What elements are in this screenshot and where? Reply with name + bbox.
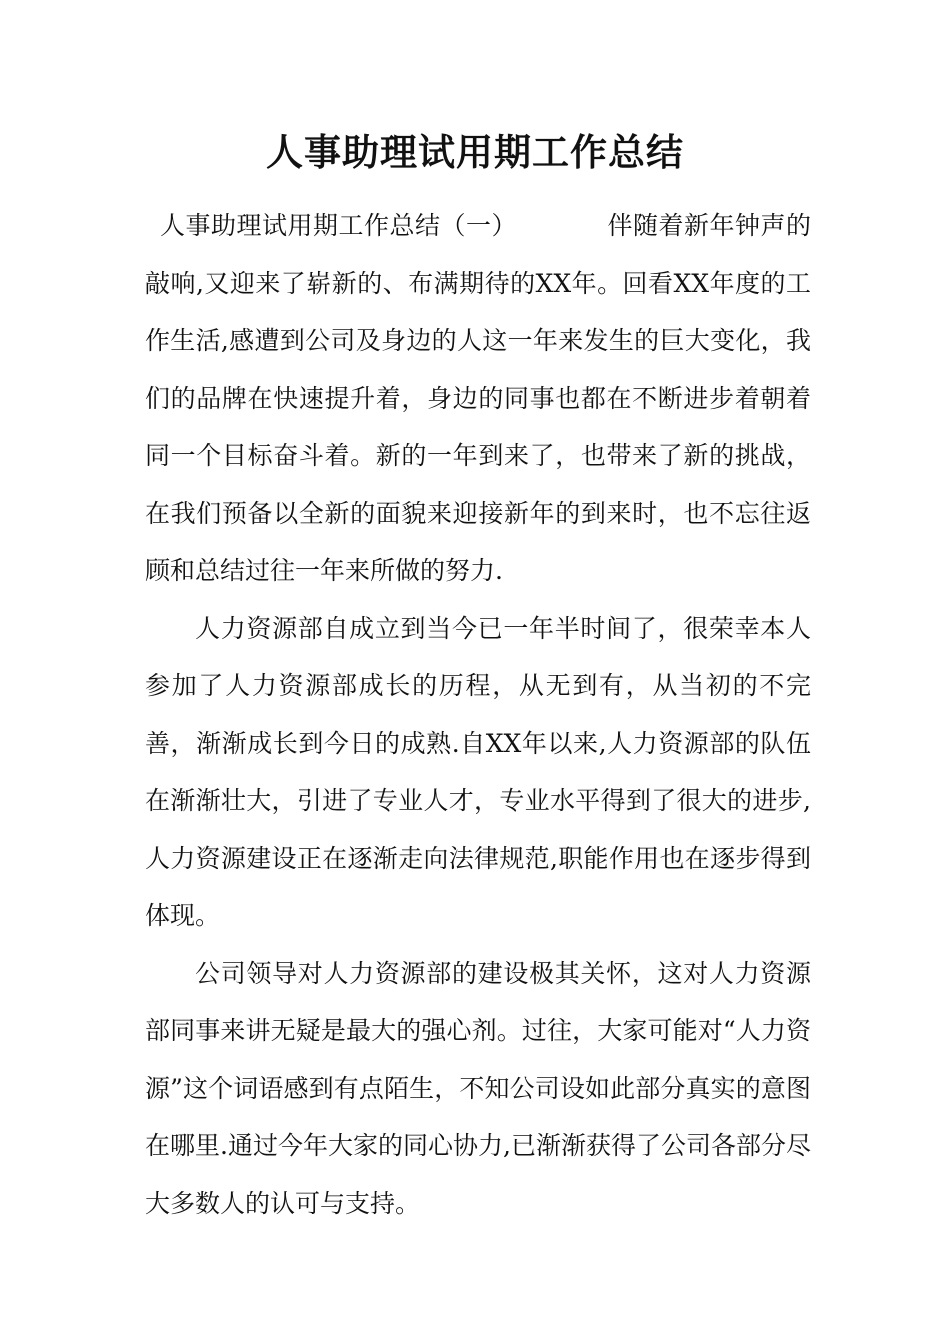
paragraph-1-text: 伴随着新年钟声的敲响,又迎来了崭新的、布满期待的XX年。回看XX年度的工作生活,感遭到公司及身边的人这一年来发生的巨大变化，我们的品牌在快速提升着，身边的同事也都在不断进步着朝着同一个目标奋斗着。新的一年到来了，也带来了新的挑战，在我们预备以全新的面貌来迎接新年的到来时，也不忘往返顾和总结过往一年来所做的努力. bbox=[145, 211, 811, 585]
document-title: 人事助理试用期工作总结 bbox=[266, 130, 684, 174]
section-heading: 人事助理试用期工作总结（一） bbox=[160, 211, 517, 240]
paragraph-3: 公司领导对人力资源部的建设极其关怀，这对人力资源部同事来讲无疑是最大的强心剂。过往，大家可能对“人力资源”这个词语感到有点陌生，不知公司设如此部分真实的意图在哪里.通过今年大家的同心协力,已渐渐获得了公司各部分尽大多数人的认可与支持。 bbox=[145, 958, 811, 1218]
document-body bbox=[145, 197, 811, 1232]
paragraph-1 bbox=[145, 197, 811, 600]
paragraph-2: 人力资源部自成立到当今已一年半时间了，很荣幸本人参加了人力资源部成长的历程，从无到有，从当初的不完善，渐渐成长到今日的成熟.自XX年以来,人力资源部的队伍在渐渐壮大，引进了专业人才，专业水平得到了很大的进步,人力资源建设正在逐渐走向法律规范,职能作用也在逐步得到体现。 bbox=[145, 613, 811, 930]
